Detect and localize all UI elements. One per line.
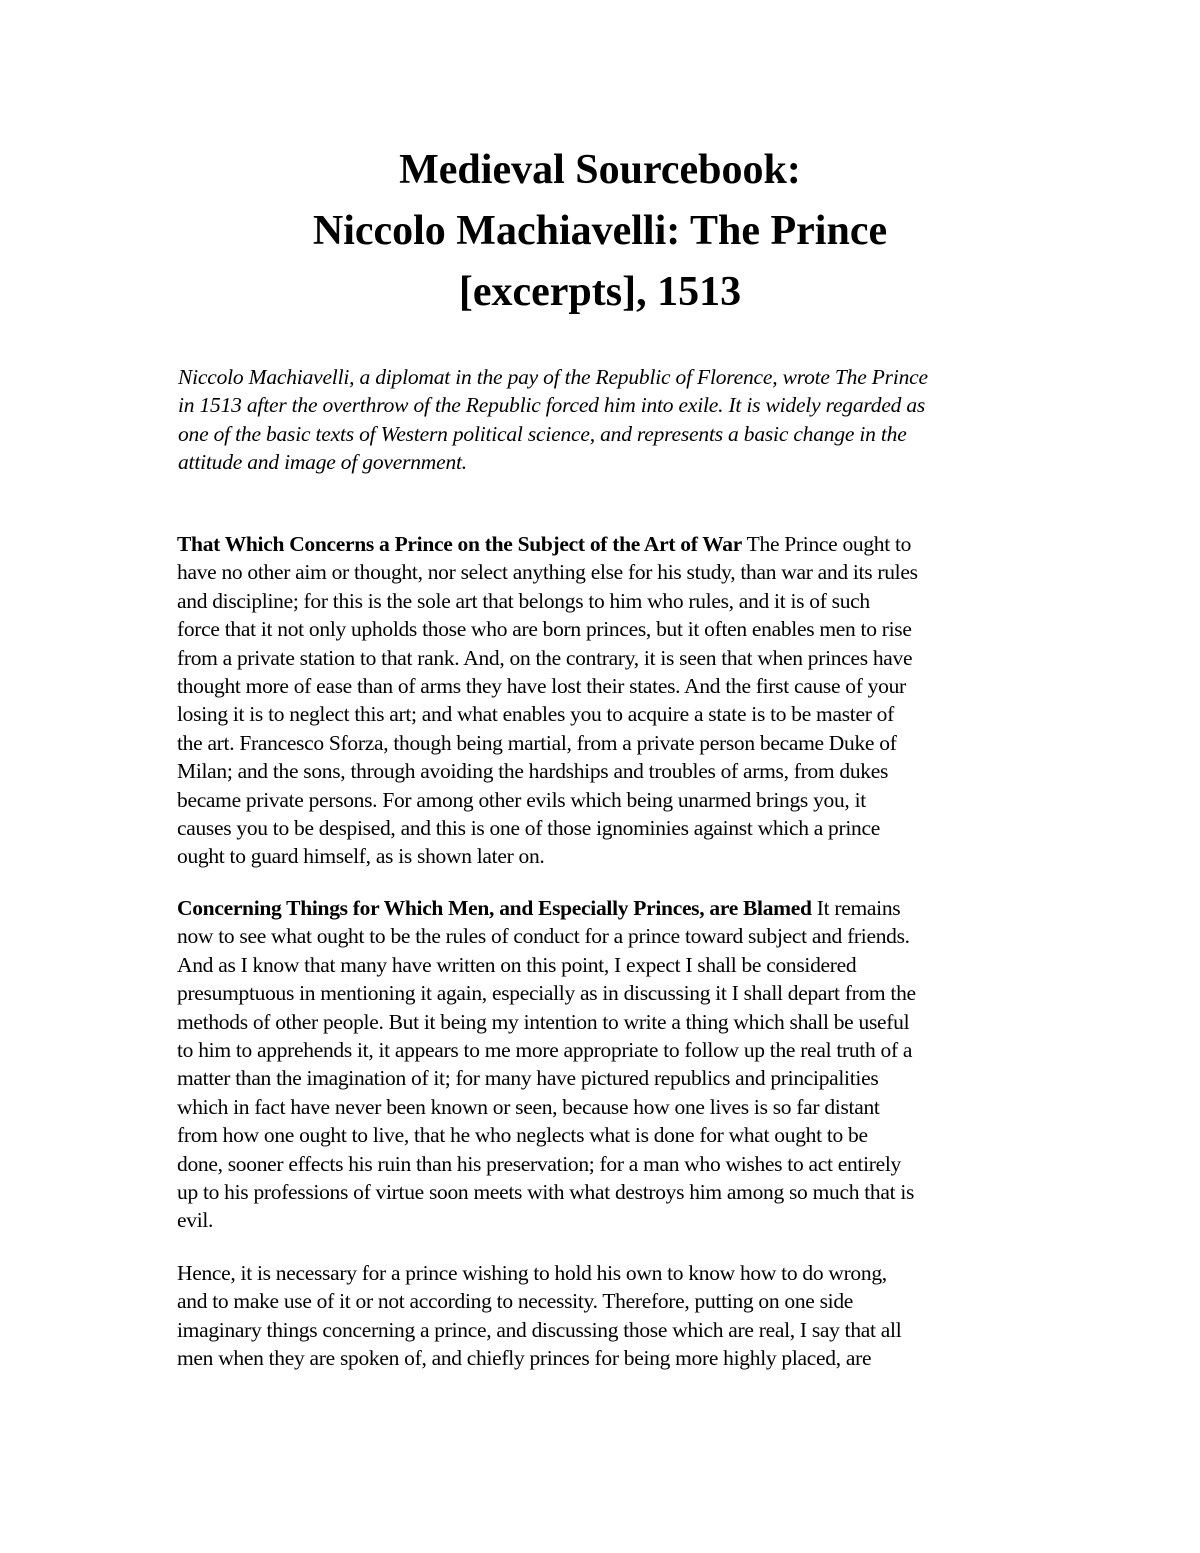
body-line: became private persons. For among other evils which being unarmed brings you, it [177,787,866,812]
body-line: thought more of ease than of arms they have lost their states. And the first cause of your [177,674,906,699]
body-line: and discipline; for this is the sole art that belongs to him who rules, and it is of such [177,588,870,613]
body-line: and to make use of it or not according to necessity. Therefore, putting on one side [177,1289,854,1314]
paragraph-first-line [177,530,1047,558]
body-line: up to his professions of virtue soon meets with what destroys him among so much that is [177,1180,915,1205]
intro-line: Niccolo Machiavelli, a diplomat in the pay of the Republic of Florence, wrote The Prince [178,365,928,389]
intro-line: one of the basic texts of Western political science, and represents a basic change in the [178,421,907,446]
body-line: now to see what ought to be the rules of conduct for a prince toward subject and friends. [177,924,910,949]
body-line: from a private station to that rank. And, on the contrary, it is seen that when princes have [177,645,913,670]
body-line: presumptuous in mentioning it again, especially as in discussing it I shall depart from the [177,981,916,1006]
section-heading: Concerning Things for Which Men, and Especially Princes, are Blamed [177,896,812,920]
body-line: men when they are spoken of, and chiefly princes for being more highly placed, are [177,1346,872,1371]
section-hence-paragraph [177,1259,1047,1373]
body-text: It remains [811,896,901,920]
section-art-of-war [177,530,1047,871]
section-heading: That Which Concerns a Prince on the Subject of the Art of War [177,532,742,556]
body-text: The Prince ought to [741,532,912,556]
intro-line: attitude and image of government. [178,450,467,475]
body-line: have no other aim or thought, nor select anything else for his study, than war and its rules [177,560,918,585]
body-line: Milan; and the sons, through avoiding the hardships and troubles of arms, from dukes [177,759,889,784]
body-line: matter than the imagination of it; for many have pictured republics and principalities [177,1066,879,1091]
title-line: Medieval Sourcebook: [399,147,801,193]
body-line: ought to guard himself, as is shown later on. [177,844,545,869]
body-line: evil. [177,1208,214,1233]
body-line: methods of other people. But it being my intention to write a thing which shall be useful [177,1009,910,1034]
intro-paragraph [178,363,1038,477]
body-line: imaginary things concerning a prince, and discussing those which are real, I say that all [177,1317,902,1342]
body-line: losing it is to neglect this art; and what enables you to acquire a state is to be master of [177,702,894,727]
body-line: causes you to be despised, and this is one of those ignominies against which a prince [177,816,880,841]
body-line: which in fact have never been known or seen, because how one lives is so far distant [177,1094,880,1119]
title-line: Niccolo Machiavelli: The Prince [312,208,888,254]
paragraph-first-line [177,894,1047,922]
section-things-blamed [177,894,1047,1235]
body-line: done, sooner effects his ruin than his preservation; for a man who wishes to act entirely [177,1151,902,1176]
body-line: Hence, it is necessary for a prince wishing to hold his own to know how to do wrong, [177,1261,887,1285]
body-line: to him to apprehends it, it appears to me more appropriate to follow up the real truth of a [177,1038,913,1063]
body-line: And as I know that many have written on this point, I expect I shall be considered [177,952,857,977]
body-line: the art. Francesco Sforza, though being martial, from a private person became Duke of [177,730,897,755]
title-line: [excerpts], 1513 [458,269,742,315]
body-line: from how one ought to live, that he who neglects what is done for what ought to be [177,1123,868,1148]
body-line: force that it not only upholds those who are born princes, but it often enables men to rise [177,617,912,642]
document-title [150,140,1050,323]
intro-line: in 1513 after the overthrow of the Republic forced him into exile. It is widely regarded as [178,393,926,418]
